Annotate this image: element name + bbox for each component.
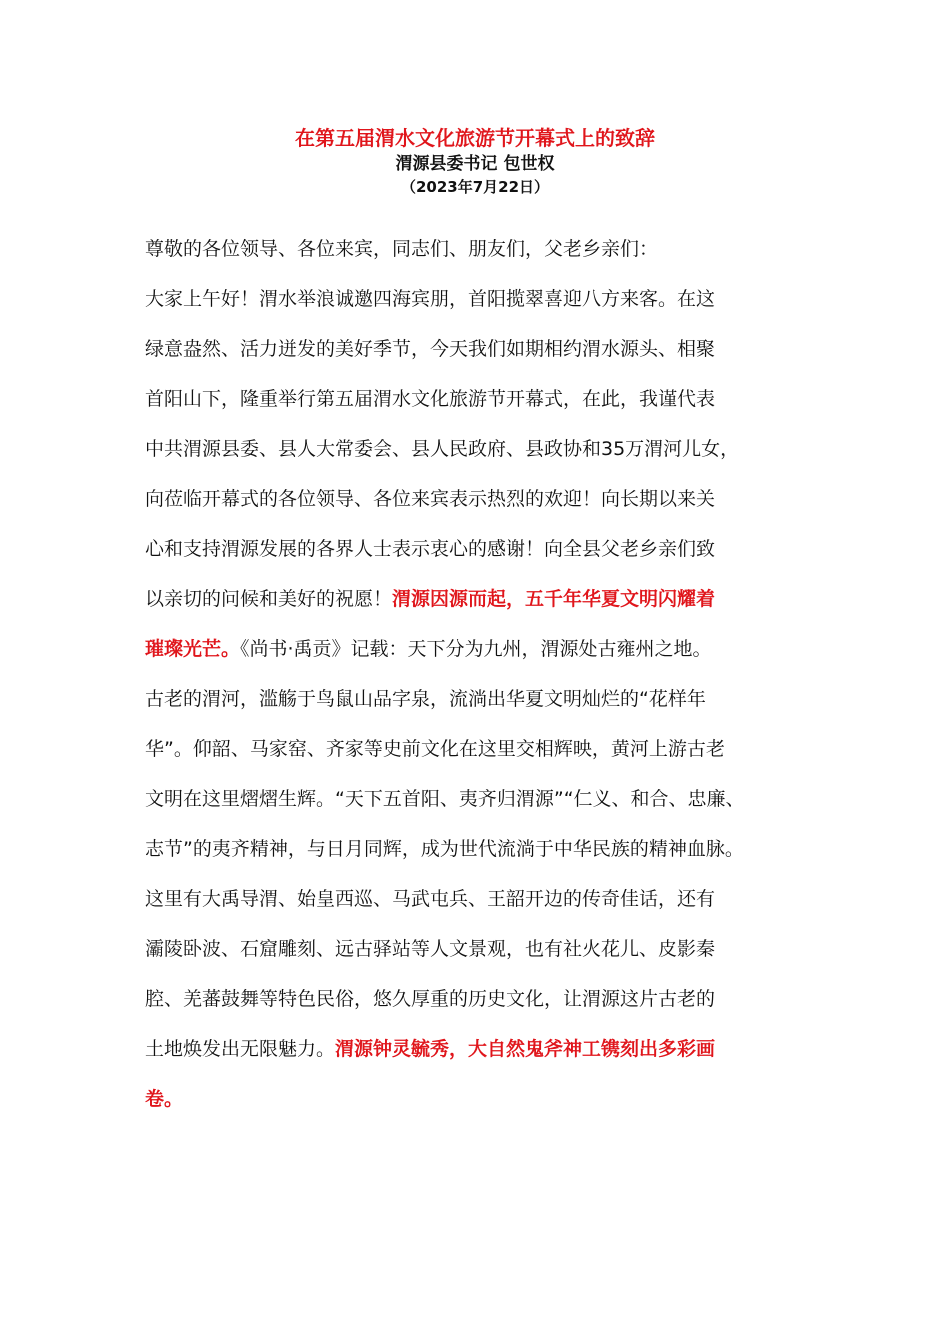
body-line	[145, 286, 715, 312]
body-text-segment: 大家上午好！渭水举浪诚邀四海宾朋，首阳揽翠喜迎八方来客。在这	[145, 288, 716, 310]
body-line	[145, 336, 715, 362]
body-text-segment: 这里有大禹导渭、始皇西巡、马武屯兵、王韶开边的传奇佳话，还有	[145, 888, 716, 910]
body-line	[145, 736, 725, 762]
body-text-segment: 灞陵卧波、石窟雕刻、远古驿站等人文景观，也有社火花儿、皮影秦	[145, 938, 716, 960]
body-text-segment: 土地焕发出无限魅力。	[145, 1038, 336, 1060]
body-text-segment: 腔、羌蕃鼓舞等特色民俗，悠久厚重的历史文化，让渭源这片古老的	[145, 988, 716, 1010]
body-text-segment: 文明在这里熠熠生辉。“天下五首阳、夷齐归渭源”“仁义、和合、忠廉、	[145, 788, 745, 810]
body-line	[145, 236, 658, 262]
body-text-segment: 以亲切的问候和美好的祝愿！	[145, 588, 393, 610]
highlighted-text: 渭源因源而起，五千年华夏文明闪耀着	[392, 588, 716, 610]
body-line	[145, 936, 715, 962]
body-text-segment: 绿意盎然、活力迸发的美好季节，今天我们如期相约渭水源头、相聚	[145, 338, 716, 360]
body-line	[145, 586, 715, 612]
body-line	[145, 486, 715, 512]
body-line	[145, 686, 706, 712]
document-title: 在第五届渭水文化旅游节开幕式上的致辞	[295, 126, 655, 150]
body-text-segment: 《尚书·禹贡》记载：天下分为九州，渭源处古雍州之地。	[240, 638, 712, 660]
body-line	[145, 636, 712, 662]
highlighted-text: 卷。	[145, 1088, 184, 1110]
body-line	[145, 1036, 715, 1062]
author-line: 渭源县委书记 包世权	[395, 154, 555, 174]
body-text-segment: 中共渭源县委、县人大常委会、县人民政府、县政协和35万渭河儿女，	[145, 438, 740, 460]
body-line	[145, 786, 745, 812]
body-text-segment: 尊敬的各位领导、各位来宾，同志们、朋友们，父老乡亲们：	[145, 238, 659, 260]
body-text-segment: 向莅临开幕式的各位领导、各位来宾表示热烈的欢迎！向长期以来关	[145, 488, 716, 510]
body-text-segment: 首阳山下，隆重举行第五届渭水文化旅游节开幕式，在此，我谨代表	[145, 388, 716, 410]
body-line	[145, 436, 739, 462]
body-text-segment: 古老的渭河，滥觞于鸟鼠山品字泉，流淌出华夏文明灿烂的“花样年	[145, 688, 706, 710]
body-line	[145, 986, 715, 1012]
body-line	[145, 1086, 183, 1112]
body-text-segment: 心和支持渭源发展的各界人士表示衷心的感谢！向全县父老乡亲们致	[145, 538, 716, 560]
highlighted-text: 渭源钟灵毓秀，大自然鬼斧神工镌刻出多彩画	[335, 1038, 716, 1060]
body-line	[145, 836, 744, 862]
highlighted-text: 璀璨光芒。	[145, 638, 241, 660]
body-text-segment: 华”。仰韶、马家窑、齐家等史前文化在这里交相辉映，黄河上游古老	[145, 738, 725, 760]
body-line	[145, 386, 715, 412]
body-text-segment: 志节”的夷齐精神，与日月同辉，成为世代流淌于中华民族的精神血脉。	[145, 838, 744, 860]
body-line	[145, 536, 715, 562]
body-line	[145, 886, 715, 912]
date-line: （2023年7月22日）	[400, 178, 550, 196]
